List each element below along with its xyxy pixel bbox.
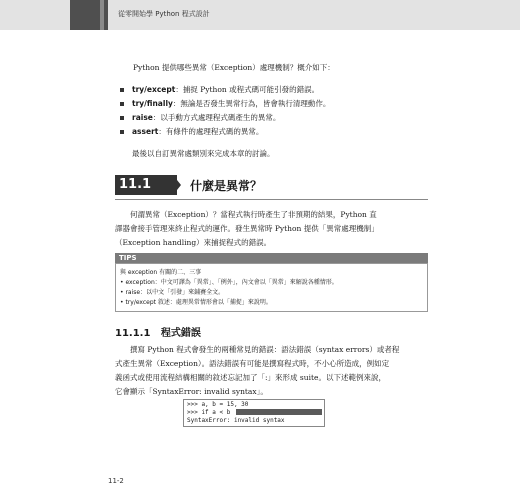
code-line: SyntaxError: invalid syntax <box>187 417 285 424</box>
section-badge-arrow-icon <box>173 175 181 195</box>
subsection-title <box>115 324 201 339</box>
exception-mechanism-list <box>120 83 420 139</box>
list-item <box>120 83 420 97</box>
list-text: ：無論是否發生異常行為，皆會執行清理動作。 <box>172 99 331 108</box>
subsection-title-text: 程式錯誤 <box>160 328 201 339</box>
list-keyword: try/except <box>132 85 176 94</box>
list-item <box>120 97 420 111</box>
list-text: ：以手動方式處理程式碼產生的異常。 <box>152 113 281 122</box>
tips-line: • exception：中文可譯為「異常」、「例外」，內文會以「異常」來解說各種情形。 <box>120 279 338 286</box>
tips-label: TIPS <box>119 254 137 262</box>
paragraph-line: 撰寫 Python 程式會發生的兩種常見的錯誤：語法錯誤（syntax errors）或者程 <box>130 345 400 354</box>
list-text: ：有條件的處理程式碼的異常。 <box>158 127 264 136</box>
bullet-square-icon <box>120 88 124 92</box>
section-title: 什麼是異常？ <box>190 179 263 193</box>
list-text: ：捕捉 Python 或程式碼可能引發的錯誤。 <box>175 85 320 94</box>
tips-line: • raise：以中文「引發」來鋪賽全文。 <box>120 289 225 296</box>
paragraph-line: 義函式或使用流程結構相關的敘述忘記加了「:」來形成 suite。以下述範例來說， <box>115 373 386 382</box>
tips-header-bar <box>115 253 428 263</box>
bullet-square-icon <box>120 102 124 106</box>
bullet-square-icon <box>120 116 124 120</box>
list-item <box>120 125 420 139</box>
tips-line: • try/except 敘述：處理異常情形會以「捕捉」來說明。 <box>120 299 272 306</box>
header-accent-stripe <box>100 0 104 30</box>
code-line: >>> if a < b <box>187 409 231 416</box>
list-keyword: try/finally <box>132 99 173 108</box>
book-title: 從零開始學 Python 程式設計 <box>118 10 210 18</box>
bullet-square-icon <box>120 130 124 134</box>
list-keyword: raise <box>132 113 153 122</box>
intro-text: Python 提供哪些異常（Exception）處理機制？概介如下： <box>133 63 335 72</box>
page-number: 11-2 <box>108 477 124 485</box>
paragraph-line: 它會顯示「SyntaxError: invalid syntax」。 <box>115 387 268 396</box>
closing-text: 最後以自訂異常處類別來完成本章的討論。 <box>132 149 275 158</box>
paragraph-line: 何謂異常（Exception）？當程式執行時產生了非預期的結果，Python 直 <box>130 210 377 219</box>
section-number-badge: 11.1 <box>115 175 177 195</box>
subsection-number: 11.1.1 <box>115 328 151 339</box>
code-error-highlight <box>236 409 322 415</box>
code-line: >>> a, b = 15, 30 <box>187 401 249 408</box>
paragraph-line: 式產生異常（Exception）。語法錯誤有可能是撰寫程式時，不小心所造成，例如定 <box>115 359 390 368</box>
section-divider <box>115 199 428 200</box>
list-keyword: assert <box>132 127 159 136</box>
list-item <box>120 111 420 125</box>
tips-line: 與 exception 有關的二、三事 <box>120 269 202 276</box>
paragraph-line: 譯器會接手管理來終止程式的運作。發生異常時 Python 提供「異常處理機制」 <box>115 224 379 233</box>
paragraph-line: （Exception handling）來捕捉程式的錯誤。 <box>115 238 272 247</box>
